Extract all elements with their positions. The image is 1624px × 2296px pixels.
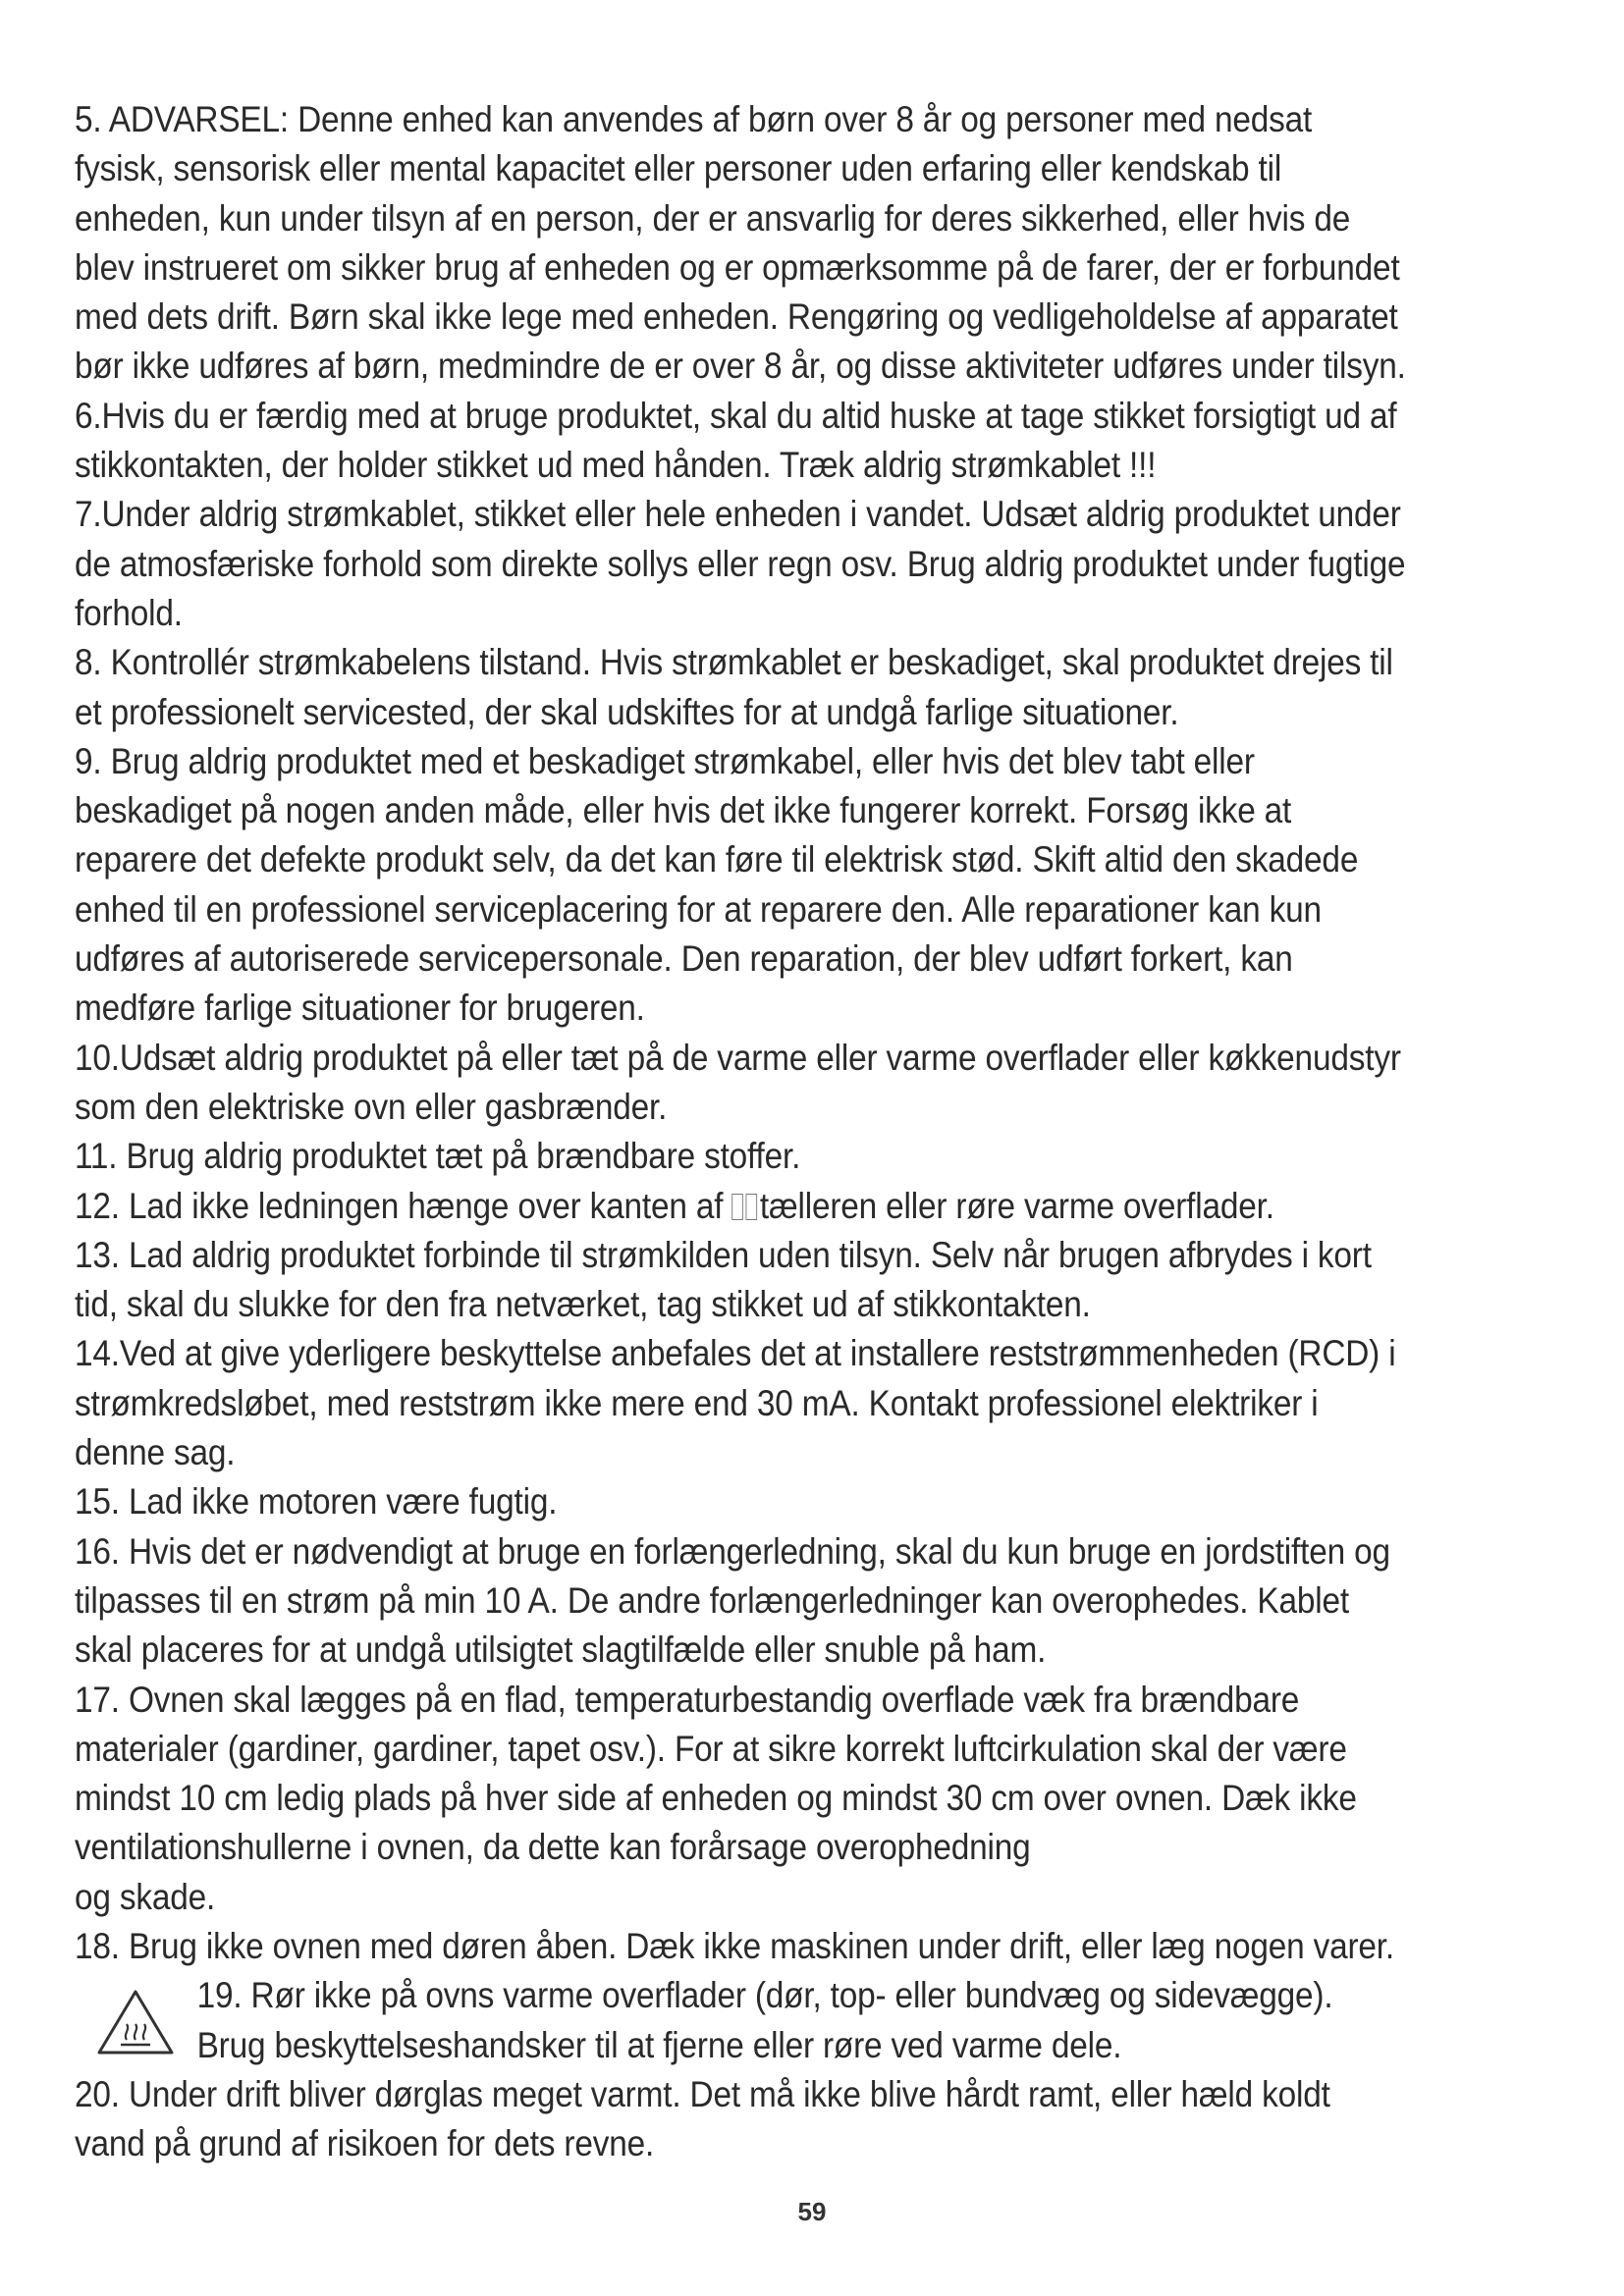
text-line: som den elektriske ovn eller gasbrænder. (75, 1085, 668, 1127)
text-line: ventilationshullerne i ovnen, da dette kan forårsage overophedning (75, 1826, 1031, 1868)
missing-glyph-icon (731, 1194, 743, 1220)
text-line-20b: vand på grund af risikoen for dets revne. (75, 2122, 655, 2164)
text-line: stikkontakten, der holder stikket ud med hånden. Træk aldrig strømkablet !!! (75, 444, 1157, 486)
hot-surface-warning (75, 1970, 1567, 2069)
page-number: 59 (797, 2197, 827, 2226)
text-line: reparere det defekte produkt selv, da det kan føre til elektrisk stød. Skift altid den skadede (75, 838, 1359, 881)
text-line-19a: 19. Rør ikke på ovns varme overflader (dør, top- eller bundvæg og sidevægge). (196, 1974, 1333, 2016)
text-line: og skade. (75, 1875, 216, 1917)
text-line: 18. Brug ikke ovnen med døren åben. Dæk ikke maskinen under drift, eller læg nogen varer. (75, 1924, 1394, 1966)
text-line: tilpasses til en strøm på min 10 A. De andre forlængerledninger kan overophedes. Kablet (75, 1578, 1349, 1621)
text-line: 11. Brug aldrig produktet tæt på brændbare stoffer. (75, 1135, 801, 1177)
text-line: de atmosfæriske forhold som direkte sollys eller regn osv. Brug aldrig produktet under fugtige (75, 542, 1406, 584)
text-line: 7.Under aldrig strømkablet, stikket eller hele enheden i vandet. Udsæt aldrig produktet under (75, 493, 1401, 535)
text-line: udføres af autoriserede servicepersonale. Den reparation, der blev udført forkert, kan (75, 937, 1293, 980)
text-line: fysisk, sensorisk eller mental kapacitet eller personer uden erfaring eller kendskab til (75, 147, 1282, 189)
text-line: enhed til en professionel serviceplacering for at reparere den. Alle reparationer kan kun (75, 887, 1322, 930)
line-12-end: tælleren eller røre varme overflader. (759, 1184, 1274, 1226)
text-line: denne sag. (75, 1431, 236, 1473)
text-line: beskadiget på nogen anden måde, eller hvis det ikke fungerer korrekt. Forsøg ikke at (75, 789, 1292, 831)
text-line: strømkredsløbet, med reststrøm ikke mere end 30 mA. Kontakt professionel elektriker i (75, 1381, 1319, 1423)
text-line: materialer (gardiner, gardiner, tapet osv.). For at sikre korrekt luftcirkulation skal der være (75, 1727, 1347, 1769)
text-line: 9. Brug aldrig produktet med et beskadiget strømkabel, eller hvis det blev tabt eller (75, 739, 1255, 781)
text-line: med dets drift. Børn skal ikke lege med enheden. Rengøring og vedligeholdelse af apparatet (75, 295, 1398, 338)
text-line: 15. Lad ikke motoren være fugtig. (75, 1480, 558, 1522)
text-line: 6.Hvis du er færdig med at bruge produktet, skal du altid huske at tage stikket forsigtigt ud af (75, 394, 1397, 436)
text-line-19b: Brug beskyttelseshandsker til at fjerne eller røre ved varme dele. (196, 2023, 1122, 2065)
text-line: skal placeres for at undgå utilsigtet slagtilfælde eller snuble på ham. (75, 1629, 1047, 1671)
text-line: 5. ADVARSEL: Denne enhed kan anvendes af børn over 8 år og personer med nedsat (75, 98, 1313, 139)
text-line: bør ikke udføres af børn, medmindre de er over 8 år, og disse aktiviteter udføres under tilsyn. (75, 345, 1406, 387)
text-line: 13. Lad aldrig produktet forbinde til strømkilden uden tilsyn. Selv når brugen afbrydes i kort (75, 1233, 1372, 1275)
text-line: 17. Ovnen skal lægges på en flad, temperaturbestandig overflade væk fra brændbare (75, 1678, 1300, 1720)
text-line: mindst 10 cm ledig plads på hver side af enheden og mindst 30 cm over ovnen. Dæk ikke (75, 1777, 1357, 1819)
text-line: tid, skal du slukke for den fra netværket, tag stikket ud af stikkontakten. (75, 1283, 1091, 1325)
text-line: 16. Hvis det er nødvendigt at bruge en forlængerledning, skal du kun bruge en jordstiften og (75, 1529, 1390, 1572)
text-line-20a: 20. Under drift bliver dørglas meget varmt. Det må ikke blive hårdt ramt, eller hæld koldt (75, 2072, 1330, 2114)
text-line: 14.Ved at give yderligere beskyttelse anbefales det at installere reststrømmenheden (RCD) i (75, 1332, 1396, 1374)
text-line: forhold. (75, 591, 183, 633)
manual-page-body (75, 94, 1567, 2167)
text-line: blev instrueret om sikker brug af enheden og er opmærksomme på de farer, der er forbundet (75, 245, 1400, 288)
text-line: 10.Udsæt aldrig produktet på eller tæt på de varme eller varme overflader eller køkkenudstyr (75, 1036, 1401, 1078)
text-line: et professionelt servicested, der skal udskiftes for at undgå farlige situationer. (75, 690, 1179, 732)
missing-glyph-icon (746, 1194, 758, 1220)
text-line: medføre farlige situationer for brugeren. (75, 987, 645, 1029)
text-line: enheden, kun under tilsyn af en person, der er ansvarlig for deres sikkerhed, eller hvis de (75, 196, 1351, 239)
line-12-start: 12. Lad ikke ledningen hænge over kanten af (75, 1184, 732, 1226)
text-line-12 (75, 1181, 1403, 1230)
text-line: 8. Kontrollér strømkabelens tilstand. Hvis strømkablet er beskadiget, skal produktet drejes til (75, 641, 1393, 683)
